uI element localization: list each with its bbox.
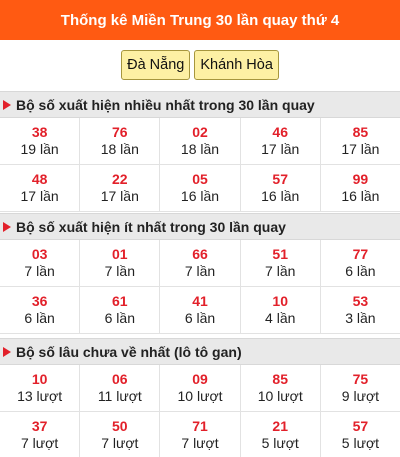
occurrence-count: 6 lần — [345, 263, 376, 279]
least-frequent-grid — [0, 240, 400, 334]
number-cell — [80, 287, 160, 333]
occurrence-count: 6 lần — [24, 310, 55, 326]
lottery-number: 61 — [112, 293, 128, 309]
lottery-number: 01 — [112, 246, 128, 262]
section-least-frequent-title — [0, 213, 400, 240]
occurrence-count: 17 lần — [100, 188, 139, 204]
number-cell — [80, 118, 160, 164]
number-cell — [241, 412, 321, 457]
lottery-number: 48 — [31, 171, 48, 187]
lottery-number: 66 — [192, 246, 208, 262]
occurrence-count: 6 lần — [104, 310, 135, 326]
lottery-number: 57 — [352, 418, 369, 434]
lottery-number: 06 — [112, 371, 128, 387]
number-cell — [241, 118, 321, 164]
draw-count: 7 lượt — [181, 435, 219, 451]
lottery-number: 38 — [31, 124, 48, 140]
number-cell — [160, 165, 240, 211]
table-row — [0, 412, 400, 457]
page-header — [0, 0, 400, 40]
draw-count: 5 lượt — [261, 435, 299, 451]
lottery-number: 51 — [272, 246, 288, 262]
number-cell — [0, 118, 80, 164]
section-title-text: Bộ số xuất hiện nhiều nhất trong 30 lần quay — [16, 96, 315, 113]
lottery-number: 75 — [352, 371, 369, 387]
lottery-number: 05 — [192, 171, 208, 187]
lottery-number: 02 — [192, 124, 208, 140]
occurrence-count: 16 lần — [341, 188, 380, 204]
draw-count: 11 lượt — [97, 388, 142, 404]
occurrence-count: 18 lần — [100, 141, 139, 157]
page-title: Thống kê Miền Trung 30 lần quay thứ 4 — [60, 11, 340, 29]
occurrence-count: 18 lần — [180, 141, 220, 157]
number-cell — [0, 365, 80, 411]
number-cell — [80, 165, 160, 211]
lottery-number: 76 — [112, 124, 128, 140]
occurrence-count: 17 lần — [261, 141, 300, 157]
number-cell — [0, 412, 80, 457]
lottery-number: 46 — [272, 124, 288, 140]
section-most-frequent-title — [0, 91, 400, 118]
occurrence-count: 4 lần — [265, 310, 296, 326]
occurrence-count: 19 lần — [20, 141, 59, 157]
lottery-number: 41 — [192, 293, 208, 309]
occurrence-count: 7 lần — [265, 263, 296, 279]
occurrence-count: 3 lần — [345, 310, 376, 326]
section-title-text: Bộ số xuất hiện ít nhất trong 30 lần quay — [16, 218, 286, 235]
lottery-number: 50 — [112, 418, 128, 434]
number-cell — [80, 365, 160, 411]
draw-count: 5 lượt — [341, 435, 380, 451]
lottery-number: 36 — [31, 293, 48, 309]
number-cell — [241, 240, 321, 286]
number-cell — [0, 287, 80, 333]
draw-count: 10 lượt — [177, 388, 223, 404]
lottery-number: 53 — [352, 293, 369, 309]
occurrence-count: 16 lần — [180, 188, 220, 204]
number-cell — [0, 165, 80, 211]
tab-khanh-hoa[interactable]: Khánh Hòa — [194, 50, 279, 80]
occurrence-count: 7 lần — [104, 263, 135, 279]
table-row — [0, 287, 400, 334]
table-row — [0, 118, 400, 165]
number-cell — [160, 287, 240, 333]
number-cell — [321, 118, 400, 164]
lottery-number: 03 — [31, 246, 48, 262]
number-cell — [160, 118, 240, 164]
overdue-grid — [0, 365, 400, 457]
tab-da-nang[interactable]: Đà Nẵng — [121, 50, 190, 80]
lottery-number: 85 — [272, 371, 288, 387]
table-row — [0, 365, 400, 412]
number-cell — [321, 287, 400, 333]
number-cell — [0, 240, 80, 286]
occurrence-count: 7 lần — [184, 263, 216, 279]
lottery-number: 09 — [192, 371, 208, 387]
lottery-number: 99 — [352, 171, 369, 187]
occurrence-count: 17 lần — [341, 141, 380, 157]
red-triangle-icon — [3, 100, 11, 110]
number-cell — [241, 165, 321, 211]
occurrence-count: 6 lần — [184, 310, 216, 326]
number-cell — [321, 240, 400, 286]
lottery-number: 71 — [192, 418, 208, 434]
lottery-number: 10 — [272, 293, 288, 309]
number-cell — [321, 412, 400, 457]
lottery-number: 22 — [112, 171, 128, 187]
lottery-number: 21 — [272, 418, 288, 434]
table-row — [0, 240, 400, 287]
number-cell — [160, 240, 240, 286]
red-triangle-icon — [3, 222, 11, 232]
section-overdue-title — [0, 338, 400, 365]
number-cell — [241, 287, 321, 333]
lottery-number: 57 — [272, 171, 288, 187]
occurrence-count: 16 lần — [261, 188, 300, 204]
draw-count: 9 lượt — [341, 388, 380, 404]
number-cell — [241, 365, 321, 411]
table-row — [0, 165, 400, 212]
occurrence-count: 17 lần — [20, 188, 59, 204]
number-cell — [80, 412, 160, 457]
number-cell — [321, 365, 400, 411]
lottery-number: 77 — [352, 246, 369, 262]
number-cell — [160, 365, 240, 411]
lottery-number: 85 — [352, 124, 369, 140]
red-triangle-icon — [3, 347, 11, 357]
most-frequent-grid — [0, 118, 400, 212]
lottery-number: 10 — [31, 371, 48, 387]
province-tabs — [0, 50, 400, 80]
draw-count: 7 lượt — [20, 435, 59, 451]
number-cell — [160, 412, 240, 457]
lottery-number: 37 — [31, 418, 48, 434]
number-cell — [80, 240, 160, 286]
occurrence-count: 7 lần — [24, 263, 55, 279]
draw-count: 10 lượt — [257, 388, 303, 404]
section-title-text: Bộ số lâu chưa về nhất (lô tô gan) — [16, 343, 242, 360]
number-cell — [321, 165, 400, 211]
draw-count: 7 lượt — [101, 435, 139, 451]
draw-count: 13 lượt — [17, 388, 63, 404]
